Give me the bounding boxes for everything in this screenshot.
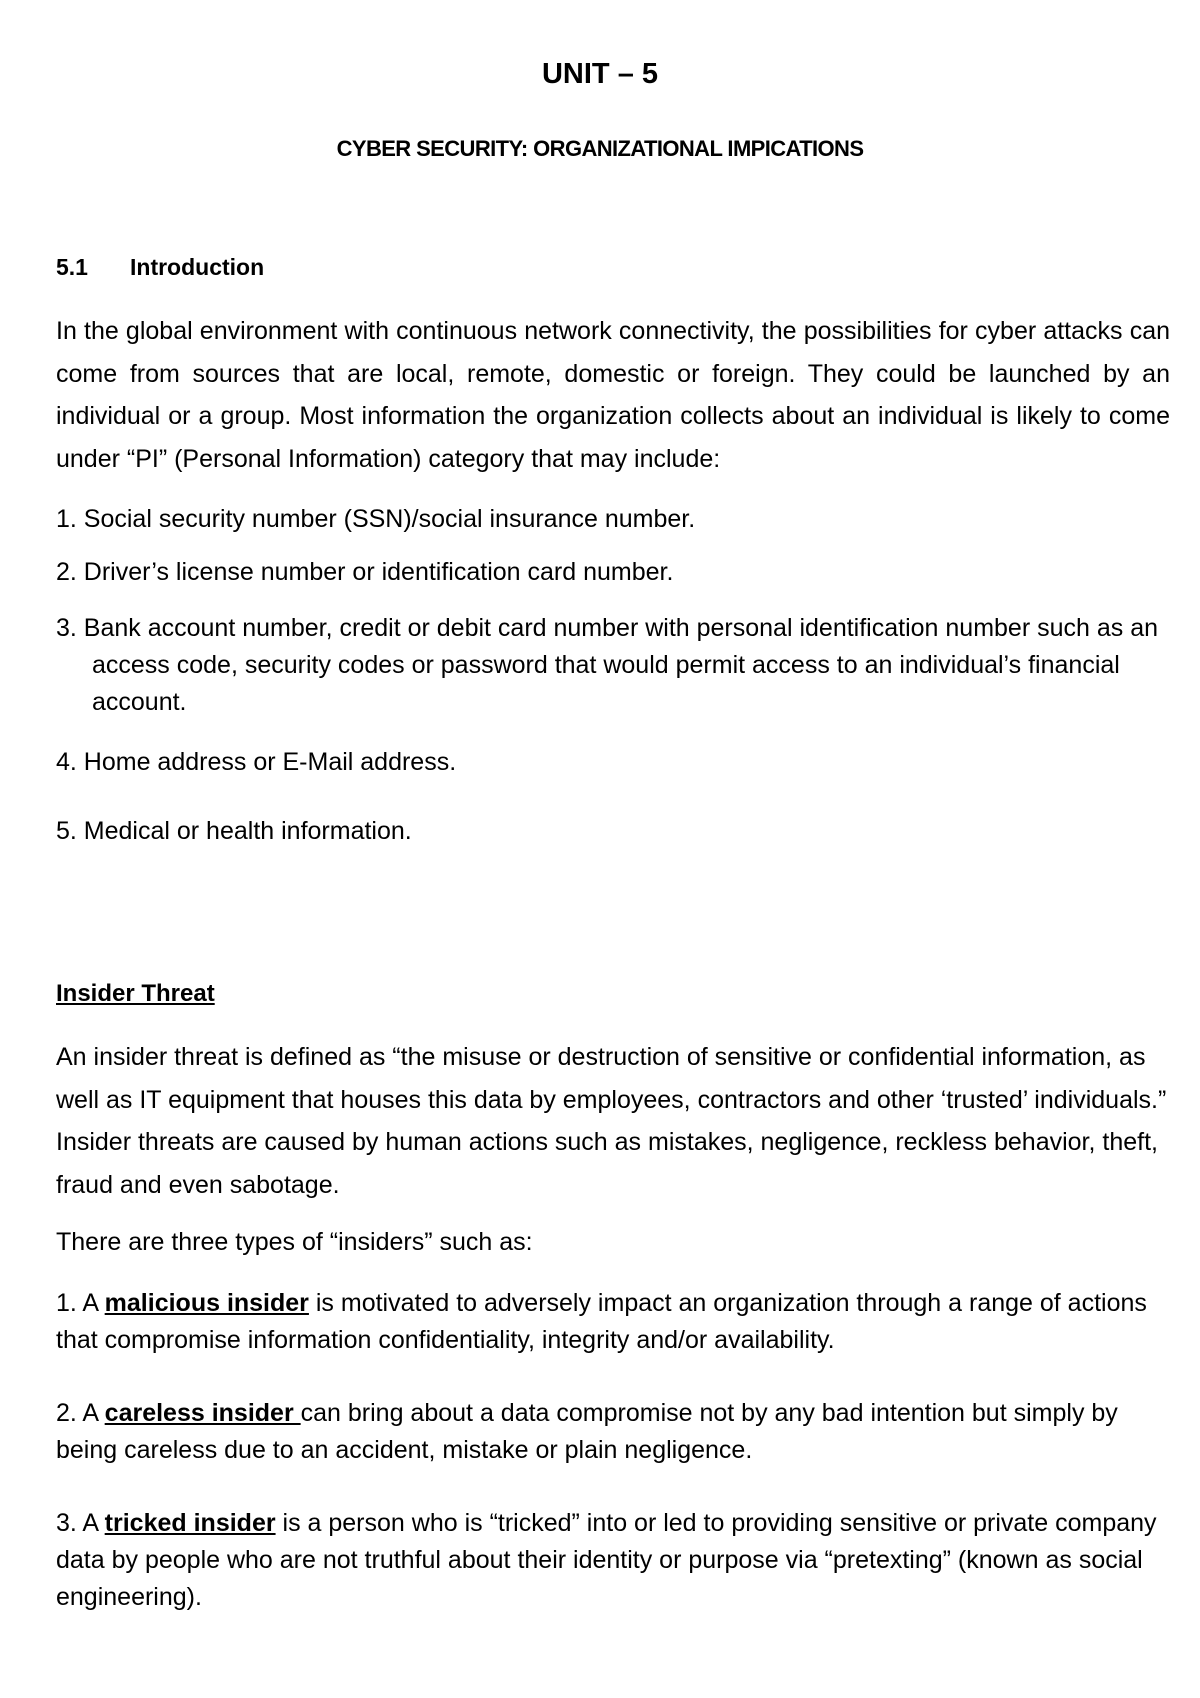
list-item-address: 4. Home address or E-Mail address. <box>56 748 457 776</box>
type-description: is motivated to adversely impact an organization through a range of actions that compromise information confidentiality, integrity and/or availability. <box>56 1289 1147 1354</box>
insider-threat-heading: Insider Threat <box>56 980 215 1007</box>
term-malicious-insider: malicious insider <box>104 1289 309 1317</box>
type-prefix: 1. A <box>56 1289 105 1317</box>
section-heading-introduction <box>56 254 264 281</box>
type-prefix: 3. A <box>56 1509 105 1537</box>
type-description: can bring about a data compromise not by any bad intention but simply by being careless due to an accident, mistake or plain negligence. <box>56 1399 1118 1464</box>
list-item-medical: 5. Medical or health information. <box>56 817 412 845</box>
list-item-ssn: 1. Social security number (SSN)/social insurance number. <box>56 505 696 533</box>
type-prefix: 2. A <box>56 1399 105 1427</box>
term-careless-insider: careless insider <box>104 1399 301 1427</box>
section-title: Introduction <box>130 254 265 280</box>
insider-threat-definition: An insider threat is defined as “the misuse or destruction of sensitive or confidential information, as well as IT equipment that houses this data by employees, contractors and other ‘trusted’ individuals.” Insider threats are caused by human actions such as mistakes, negligence, reckless behavior, theft, fraud and even sabotage. <box>56 1043 1167 1199</box>
insider-type-malicious <box>56 1285 1176 1359</box>
intro-paragraph: In the global environment with continuous network connectivity, the possibilities for cyber attacks can come from sources that are local, remote, domestic or foreign. They could be launched by an individual or a group. Most information the organization collects about an individual is likely to come under “PI” (Personal Information) category that may include: <box>56 317 1170 473</box>
section-number: 5.1 <box>56 254 88 280</box>
type-description: is a person who is “tricked” into or led to providing sensitive or private company data by people who are not truthful about their identity or purpose via “pretexting” (known as social engineering). <box>56 1509 1157 1611</box>
list-item-bank-account: 3. Bank account number, credit or debit card number with personal identification number such as an access code, security codes or password that would permit access to an individual’s financial account. <box>56 614 1159 716</box>
unit-subtitle: CYBER SECURITY: ORGANIZATIONAL IMPICATIONS <box>336 136 864 161</box>
unit-title: UNIT – 5 <box>541 58 659 90</box>
insider-types-intro: There are three types of “insiders” such as: <box>56 1228 533 1256</box>
insider-type-tricked <box>56 1505 1176 1616</box>
term-tricked-insider: tricked insider <box>104 1509 276 1537</box>
list-item-drivers-license: 2. Driver’s license number or identification card number. <box>56 558 674 586</box>
insider-type-careless <box>56 1395 1176 1469</box>
